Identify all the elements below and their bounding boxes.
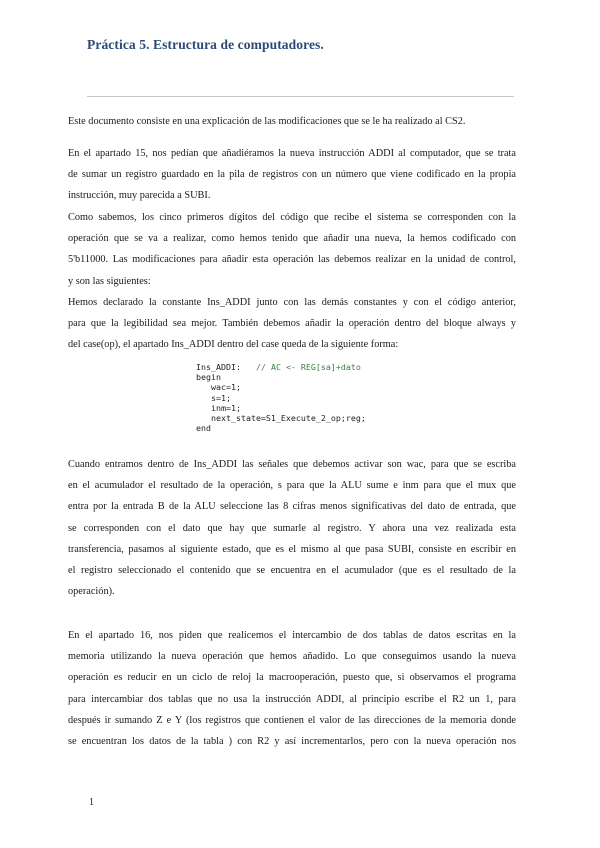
text-line: Como sabemos, los cinco primeros dígitos del código que recibe el sistema se corresponden con la (68, 212, 516, 223)
text-line: para que la legibilidad sea mejor. También debemos añadir la operación dentro del bloque always y (68, 318, 516, 330)
text-line: se encuentran los datos de la tabla ) con R2 y así incrementarlos, pero con la nueva operación nos (68, 736, 516, 748)
page-title: Práctica 5. Estructura de computadores. (87, 37, 324, 52)
text-line: en el acumulador el resultado de la operación, s para que la ALU sume e inm para que el mux que (68, 480, 516, 492)
text-line: En el apartado 16, nos piden que realicemos el intercambio de dos tablas de datos escritas en la (68, 630, 516, 641)
text-line: de sumar un registro guardado en la pila de registros con un número que viene codificado en la propia (68, 169, 516, 181)
code-line: wac=1; (196, 382, 241, 393)
text-line: Este documento consiste en una explicación de las modificaciones que se le ha realizado al CS2. (68, 116, 466, 127)
paragraph-apartado-16 (68, 625, 516, 752)
code-line: end (196, 423, 211, 434)
text-line: del case(op), el apartado Ins_ADDI dentro del case queda de la siguiente forma: (68, 339, 399, 351)
text-line: para intercambiar dos tablas que no usa la instrucción ADDI, al principio escribe el R2 un 1, para (68, 693, 516, 705)
paragraph-codificacion (68, 207, 516, 292)
text-line: y son las siguientes: (68, 275, 151, 287)
code-line-label (196, 362, 401, 372)
paragraph-apartado-15 (68, 143, 516, 207)
code-label: Ins_ADDI: (196, 362, 241, 372)
text-line: entra por la entrada B de la ALU seleccione las 8 cifras menos significativas del dato de entrada, que (68, 501, 516, 513)
paragraph-declaracion (68, 292, 516, 356)
text-line: operación que se va a realizar, como hemos tenido que añadir una nueva, la hemos codificado con (68, 233, 516, 245)
text-line: memoria utilizando la nueva operación que hemos añadido. Lo que conseguimos usando la nueva (68, 651, 516, 663)
code-comment: // AC <- REG[sa]+dato (255, 362, 361, 372)
paragraph-senales (68, 454, 516, 602)
text-line: operación). (68, 586, 115, 598)
paragraph-intro (68, 111, 516, 132)
code-line: begin (196, 372, 221, 383)
text-line: transferencia, pasamos al siguiente estado, que es el mismo al que pasa SUBI, consiste en escribir en (68, 543, 516, 555)
code-line: s=1; (196, 392, 231, 403)
text-line: Hemos declarado la constante Ins_ADDI junto con las demás constantes y con el código anterior, (68, 297, 516, 308)
page-number: 1 (89, 797, 94, 808)
text-line: operación es reducir en un ciclo de reloj la macrooperación, puesto que, si observamos el programa (68, 672, 516, 684)
text-line: después ir sumando Z e Y (los registros que contienen el valor de las direcciones de la memoria donde (68, 714, 516, 726)
text-line: 5'b11000. Las modificaciones para añadir esta operación las debemos realizar en la unidad de control, (68, 254, 516, 266)
code-line: inm=1; (196, 402, 241, 413)
text-line: el registro seleccionado el contenido que se encuentra en el acumulador (que es el resultado de la (68, 565, 516, 577)
code-snippet (196, 362, 401, 440)
title-divider (87, 96, 514, 97)
text-line: En el apartado 15, nos pedían que añadiéramos la nueva instrucción ADDI al computador, que se trata (68, 148, 516, 159)
code-line: next_state=S1_Execute_2_op;reg; (196, 413, 366, 424)
text-line: instrucción, muy parecida a SUBI. (68, 190, 211, 202)
text-line: se corresponden con el dato que hay que sumarle al registro. Y ahora una vez realizada esta (68, 522, 516, 534)
text-line: Cuando entramos dentro de Ins_ADDI las señales que debemos activar son wac, para que se escriba (68, 459, 516, 470)
